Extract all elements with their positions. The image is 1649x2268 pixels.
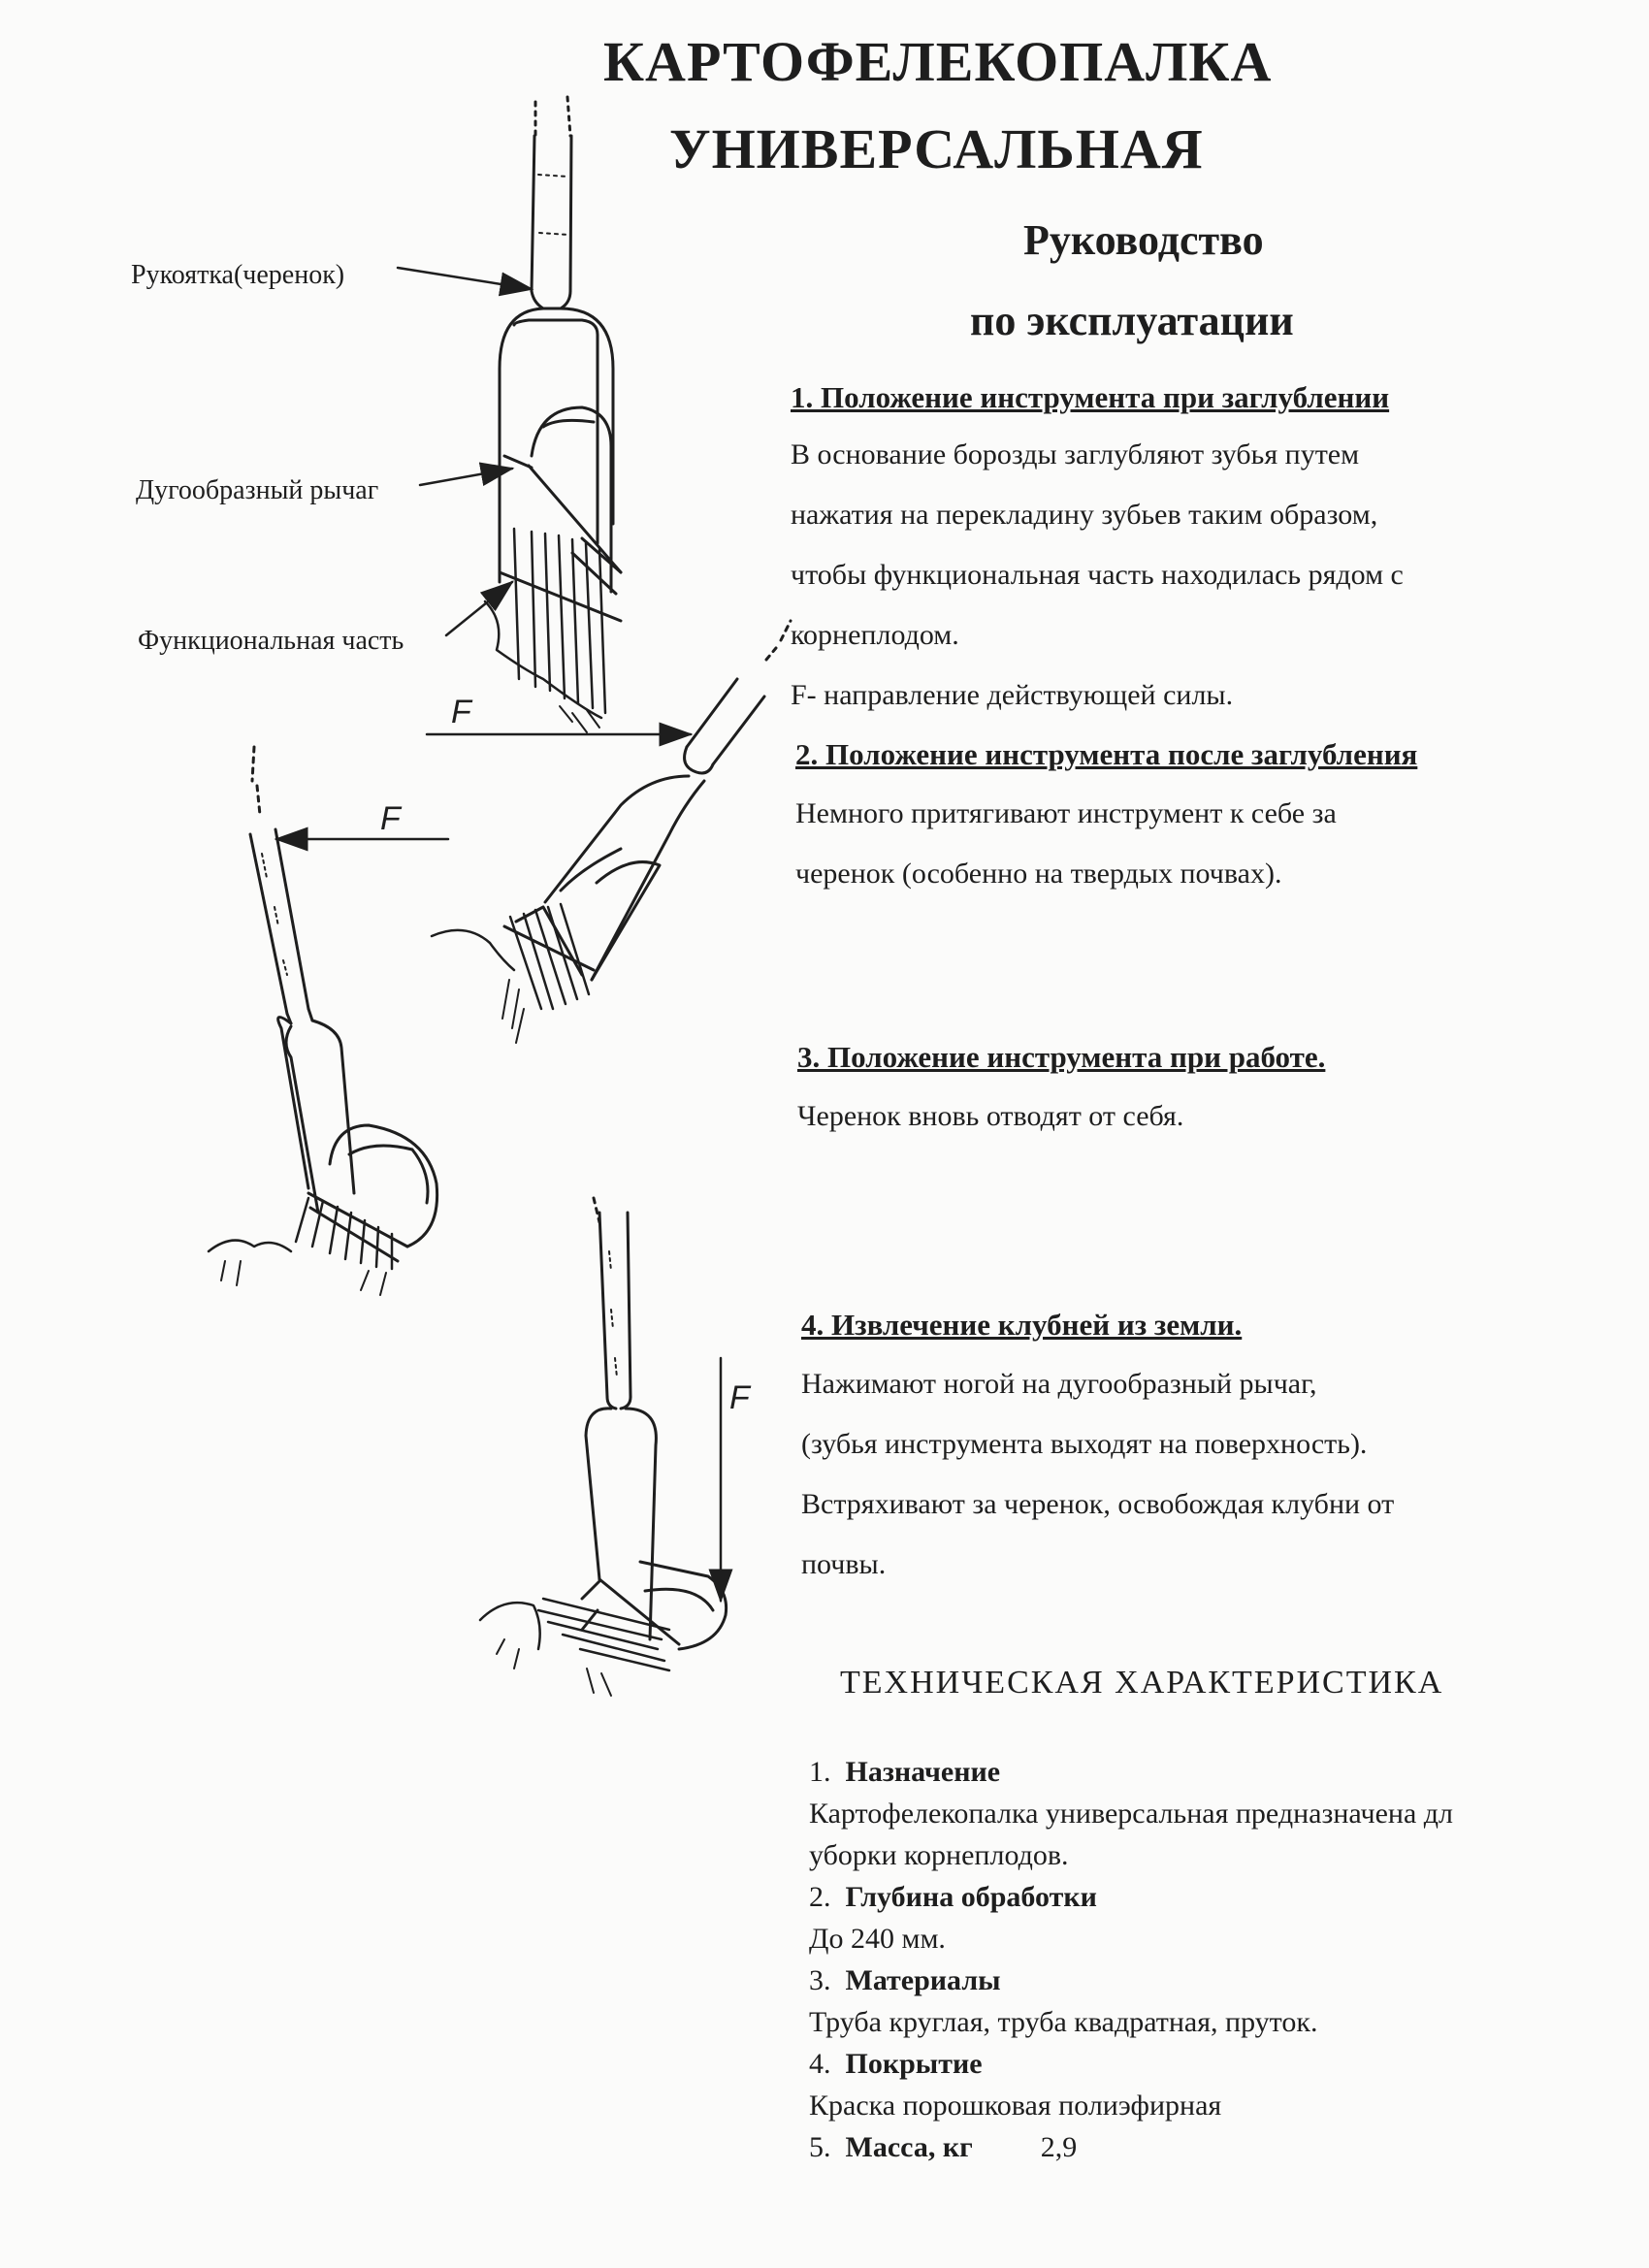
tech-spec-title: ТЕХНИЧЕСКАЯ ХАРАКТЕРИСТИКА <box>840 1665 1444 1701</box>
spec-item-name: Покрытие <box>845 2048 983 2080</box>
section-1-line: нажатия на перекладину зубьев таким образом, <box>791 499 1378 531</box>
label-working-part: Функциональная часть <box>138 626 404 656</box>
spec-item-name: Назначение <box>845 1756 1001 1788</box>
section-1-heading: 1. Положение инструмента при заглублении <box>791 380 1390 414</box>
label-lever: Дугообразный рычаг <box>136 475 379 505</box>
section-2-line: Немного притягивают инструмент к себе за <box>795 797 1337 829</box>
section-2-heading: 2. Положение инструмента после заглубления <box>795 737 1418 771</box>
section-1-line: F- направление действующей силы. <box>791 679 1234 711</box>
section-1-line: чтобы функциональная часть находилась рядом с <box>791 559 1404 591</box>
spec-item-heading: 1. Назначение <box>809 1756 1001 1788</box>
spec-item-text: Краска порошковая полиэфирная <box>809 2090 1222 2122</box>
spec-mass-value: 2,9 <box>1040 2131 1078 2163</box>
spec-item-heading: 4. Покрытие <box>809 2048 983 2080</box>
section-4-line: (зубья инструмента выходят на поверхность). <box>801 1428 1368 1460</box>
figure-2-after-insertion <box>432 621 791 1043</box>
force-label-3: F <box>380 800 401 837</box>
document-title-line1: КАРТОФЕЛЕКОПАЛКА <box>603 30 1273 93</box>
section-3-heading: 3. Положение инструмента при работе. <box>797 1040 1326 1074</box>
document-title-line2: УНИВЕРСАЛЬНАЯ <box>669 117 1204 180</box>
spec-item-text: До 240 мм. <box>809 1923 946 1955</box>
section-2-line: черенок (особенно на твердых почвах). <box>795 858 1282 890</box>
section-3-line: Черенок вновь отводят от себя. <box>797 1100 1184 1132</box>
section-4-line: почвы. <box>801 1548 887 1580</box>
spec-item-name: Материалы <box>845 1964 1001 1996</box>
spec-item-text: Картофелекопалка универсальная предназначена дл <box>809 1798 1454 1830</box>
force-label-4: F <box>729 1379 750 1416</box>
section-4-line: Встряхивают за черенок, освобождая клубни от <box>801 1488 1395 1520</box>
manual-subtitle-line1: Руководство <box>1023 216 1264 264</box>
section-4-line: Нажимают ногой на дугообразный рычаг, <box>801 1368 1317 1400</box>
spec-item-heading: 5. Масса, кг 2,9 <box>809 2131 1078 2163</box>
force-label-1: F <box>451 694 471 730</box>
section-1-line: В основание борозды заглубляют зубья путем <box>791 438 1360 470</box>
spec-item-text: Труба круглая, труба квадратная, пруток. <box>809 2006 1318 2038</box>
spec-item-heading: 2. Глубина обработки <box>809 1881 1097 1913</box>
section-1-line: корнеплодом. <box>791 619 959 651</box>
spec-item-name: Масса, кг <box>845 2131 973 2163</box>
spec-item-heading: 3. Материалы <box>809 1964 1001 1996</box>
spec-item-name: Глубина обработки <box>845 1881 1097 1913</box>
figure-1-insertion <box>398 97 691 734</box>
figure-4-extraction <box>480 1198 727 1696</box>
manual-subtitle-line2: по эксплуатации <box>970 297 1294 344</box>
figure-3-working <box>209 747 448 1295</box>
section-4-heading: 4. Извлечение клубней из земли. <box>801 1308 1243 1342</box>
spec-item-text: уборки корнеплодов. <box>809 1839 1069 1871</box>
label-handle: Рукоятка(черенок) <box>131 260 345 290</box>
